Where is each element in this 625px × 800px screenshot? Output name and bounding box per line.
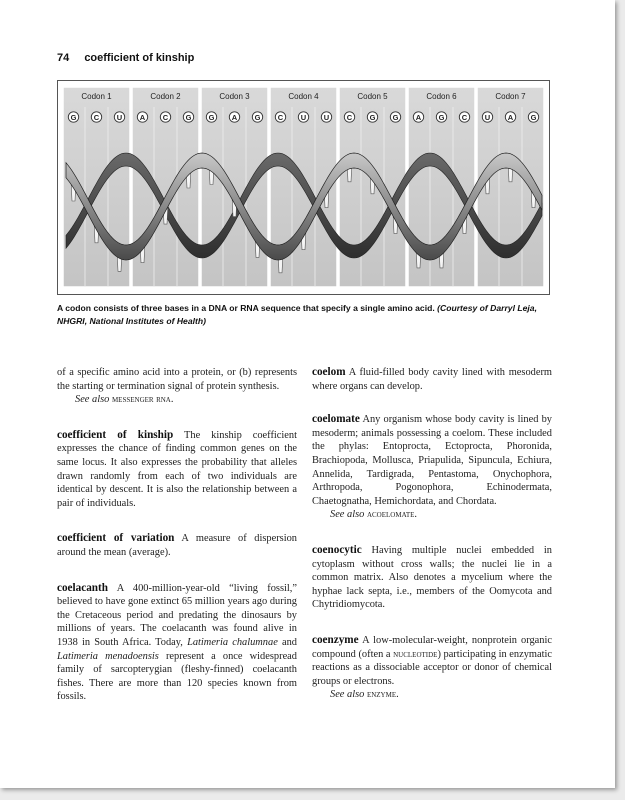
base-letter: C: [162, 112, 169, 122]
see-also-punct: .: [170, 394, 174, 406]
codon-label: Codon 3: [219, 92, 250, 101]
base-letter: C: [277, 112, 284, 122]
entry-text: Any organism whose body cavity is lined by mesoderm; animals possessing a coelom. These included the phylas: Entoprocta, Ectoprocta, Phoronida, Brachiopoda, Mollusca, Priapulida, Sipuncula, Echiura, Annelida, Tardigrada, Pentastoma, Onychophora, Arthropoda, Pogonophora, Echinodermata, Chaetognatha, Hemichordata, and Chordata.: [312, 414, 552, 507]
page-number: 74: [57, 52, 70, 64]
entry-term: coelom: [312, 366, 346, 378]
entry-text: A 400-million-year-old “living fossil,” believed to have gone extinct 65 million years ago during the Cretaceous period and predating the dinosaurs by millions of years. The coelacanth was found alive in 1938 in South Africa. Today,: [57, 582, 297, 648]
see-also-punct: .: [414, 509, 418, 521]
base-letter: G: [70, 112, 77, 122]
entry-term: coefficient of kinship: [57, 428, 174, 441]
entry-text: A low-molecular-weight, nonprotein organic compound (often a: [312, 634, 552, 660]
base-letter: G: [392, 112, 399, 122]
codon-label: Codon 2: [150, 92, 181, 101]
entry-term: coenzyme: [312, 633, 359, 646]
species-name: Latimeria chalumnae: [187, 636, 278, 648]
cross-reference-link[interactable]: enzyme: [366, 689, 397, 701]
base-letter: G: [254, 112, 261, 122]
base-letter: G: [208, 112, 215, 122]
caption-text: A codon consists of three bases in a DNA or RNA sequence that specify a single amino acid.: [57, 303, 435, 313]
see-also-label: See also: [330, 509, 365, 521]
codon-label: Codon 1: [81, 92, 112, 101]
base-letter: C: [346, 112, 353, 122]
base-letter: A: [415, 112, 422, 122]
see-also-punct: .: [396, 689, 399, 701]
codon-label: Codon 4: [288, 92, 319, 101]
entry-text: A measure of dispersion around the mean (average).: [57, 533, 297, 558]
base-letter: G: [369, 112, 376, 122]
entry-text: and: [281, 636, 297, 648]
base-letter: U: [300, 112, 307, 122]
figure-caption: [57, 302, 552, 328]
continued-entry: [57, 366, 297, 407]
entry-coelacanth: [57, 582, 297, 704]
base-letter: G: [438, 112, 445, 122]
entry-coefficient-of-kinship: [57, 429, 297, 511]
see-also-line: [312, 688, 552, 702]
running-header: [57, 52, 194, 64]
entry-term: coelacanth: [57, 581, 108, 594]
entry-text: Having multiple nuclei embedded in cytoplasm without cross walls; the nuclei lie in a common matrix. Also denotes a mycelium where the hyphae lack septa, i.e., members of the Oomycota and Chytridiomycota.: [312, 544, 552, 611]
cross-reference-link[interactable]: acoelomate: [366, 509, 415, 521]
left-column: [57, 366, 297, 704]
base-letter: U: [116, 112, 123, 122]
entry-coefficient-of-variation: [57, 532, 297, 559]
right-column: [312, 366, 552, 702]
see-also-line: [312, 508, 552, 522]
cross-reference-link[interactable]: messenger rna: [111, 394, 171, 406]
base-letter: C: [93, 112, 100, 122]
base-letter: C: [461, 112, 468, 122]
see-also-line: [57, 393, 297, 407]
dna-codon-illustration: [58, 81, 549, 294]
species-name: Latimeria menadoensis: [57, 650, 159, 662]
cross-reference-link[interactable]: nucleotide: [393, 648, 438, 660]
entry-term: coelomate: [312, 413, 360, 426]
codon-figure: [57, 80, 550, 295]
running-title: coefficient of kinship: [84, 52, 195, 64]
base-letter: U: [323, 112, 330, 122]
continued-text: of a specific amino acid into a protein, or (b) represents the starting or termination signal of protein synthesis.: [57, 367, 297, 392]
entry-term: coefficient of variation: [57, 532, 175, 545]
codon-label: Codon 5: [357, 92, 388, 101]
base-letter: G: [185, 112, 192, 122]
entry-coenzyme: [312, 634, 552, 702]
see-also-label: See also: [75, 394, 110, 406]
base-letter: A: [139, 112, 146, 122]
entry-term: coenocytic: [312, 543, 362, 556]
entry-coelom: [312, 366, 552, 393]
entry-text: represent a once widespread family of sarcopterygian (fleshy-finned) coelacanth fishes. There are more than 120 species known from fossils.: [57, 650, 297, 703]
entry-text: A fluid-filled body cavity lined with mesoderm where organs can develop.: [312, 367, 552, 392]
base-letter: U: [484, 112, 491, 122]
entry-coelomate: [312, 413, 552, 522]
see-also-label: See also: [330, 689, 365, 701]
entry-coenocytic: [312, 544, 552, 612]
codon-label: Codon 7: [495, 92, 526, 101]
entry-text: The kinship coefficient expresses the chance of finding common genes on the same locus. It also expresses the probability that alleles drawn randomly from each of two individuals are identical by descent. It is also the relationship between a pair of individuals.: [57, 429, 297, 509]
caption-credit: (Courtesy of Darryl Leja, NHGRI, National Institutes of Health): [57, 303, 537, 326]
base-letter: G: [530, 112, 537, 122]
codon-label: Codon 6: [426, 92, 457, 101]
base-letter: A: [507, 112, 514, 122]
entry-text: ) participating in enzymatic reactions as a dissociable acceptor or donor of chemical groups or electrons.: [312, 648, 552, 687]
base-letter: A: [231, 112, 238, 122]
